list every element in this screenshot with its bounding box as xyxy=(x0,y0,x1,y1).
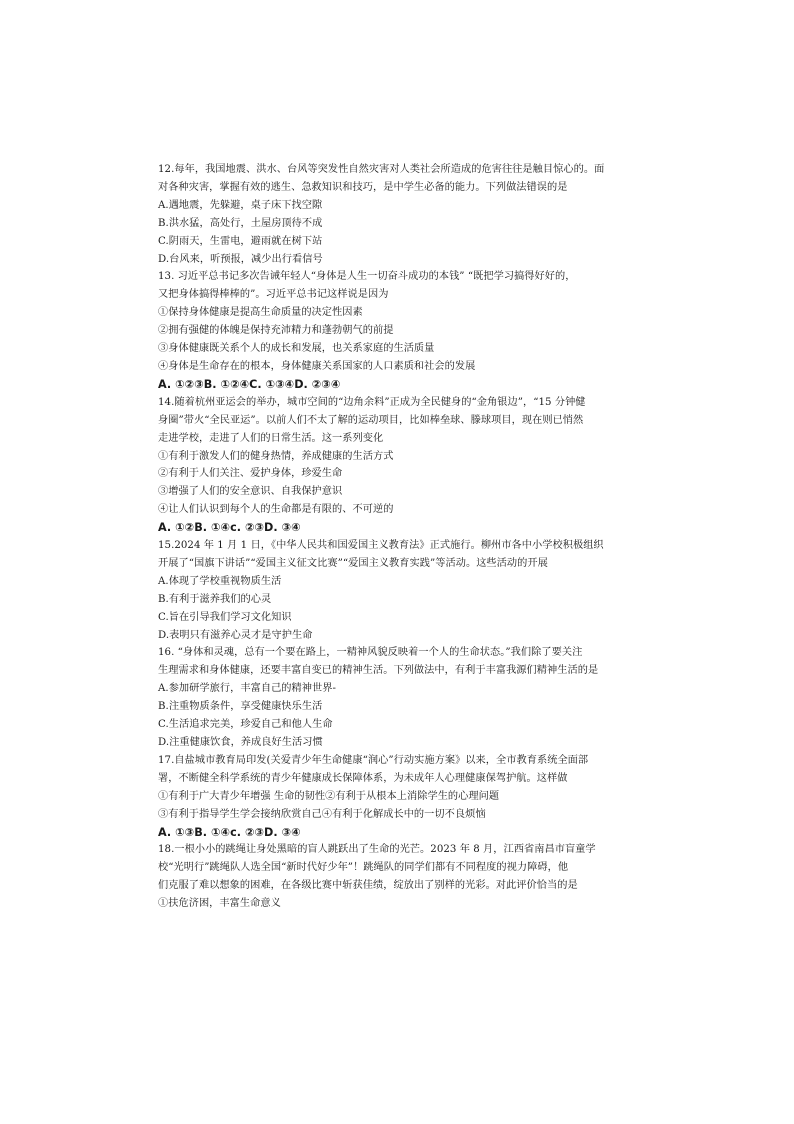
text-line: 开展了“国旗下讲话”“爱国主义征文比赛”“爱国主义教育实践”等活动。这些活动的开展 xyxy=(158,557,548,569)
text-line: 13. 习近平总书记多次告诫年轻人“身体是人生一切奋斗成功的本钱” “既把学习搞得好好的， xyxy=(158,271,576,283)
text-line: 们克服了难以想象的困难，在各级比赛中斩获佳绩，绽放出了别样的光彩。对此评价恰当的是 xyxy=(158,880,578,892)
text-line: D.台风来，听预报，减少出行看信号 xyxy=(158,253,323,265)
text-line: ①有利于激发人们的健身热情，养成健康的生活方式 xyxy=(158,450,394,462)
text-line: A.参加研学旅行，丰富自己的精神世界- xyxy=(158,683,336,695)
text-line: C.旨在引导我们学习文化知识 xyxy=(158,611,292,623)
text-line: 署，不断健全科学系统的青少年健康成长保障体系，为未成年人心理健康保驾护航。这样做 xyxy=(158,772,568,784)
text-line: A.体现了学校重视物质生活 xyxy=(158,575,282,587)
text-line: 又把身体搞得棒棒的”。习近平总书记这样说是因为 xyxy=(158,289,389,301)
answer-options-line: A. ①②B. ①④c. ②③D. ③④ xyxy=(158,521,301,535)
text-line: 14.随着杭州亚运会的举办，城市空间的“边角余料”正成为全民健身的“金角银边”，“15 分钟健 xyxy=(158,396,586,408)
text-line: 走进学校，走进了人们的日常生活。这一系列变化 xyxy=(158,432,384,444)
text-line: D.表明只有滋养心灵才是守护生命 xyxy=(158,629,313,641)
text-line: A.遇地震，先躲避，桌子床下找空隙 xyxy=(158,199,323,211)
text-line: D.注重健康饮食，养成良好生活习惯 xyxy=(158,737,323,748)
text-line: 18.一根小小的跳绳让身处黑暗的盲人跳跃出了生命的光芒。2023 年 8 月，江西省南昌市盲童学 xyxy=(158,844,596,856)
text-line: ③增强了人们的安全意识、自我保护意识 xyxy=(158,486,343,498)
text-line: 12.每年，我国地震、洪水、台风等突发性自然灾害对人类社会所造成的危害往往是触目惊心的。面 xyxy=(158,164,605,175)
text-line: ③身体健康既关系个人的成长和发展，也关系家庭的生活质量 xyxy=(158,343,435,355)
text-line: 身圈”带火“全民亚运”。以前人们不太了解的运动项目，比如棒垒球、滕球项目，现在则已悄然 xyxy=(158,414,584,426)
text-line: ④身体是生命存在的根本，身体健康关系国家的人口素质和社会的发展 xyxy=(158,360,476,372)
text-line: ①保持身体健康是提高生命质量的决定性因素 xyxy=(158,307,363,319)
question-text-block xyxy=(158,161,648,913)
answer-options-line: A. ①②③B. ①②④C. ①③④D. ②③④ xyxy=(158,377,341,391)
text-line: ②拥有强健的体魄是保持充沛精力和蓬勃朝气的前提 xyxy=(158,325,394,337)
text-line: ①扶危济困，丰富生命意义 xyxy=(158,898,281,910)
answer-options-line: A. ①③B. ①④c. ②③D. ③④ xyxy=(158,825,301,839)
text-line: 16. “身体和灵魂，总有一个要在路上，一精神风貌反映着一个人的生命状态。”我们除了要关注 xyxy=(158,647,583,659)
text-line: C.阴雨天，生雷电，避雨就在树下站 xyxy=(158,235,323,247)
text-line: B.洪水猛，高处行，土屋房顶待不成 xyxy=(158,217,323,229)
text-line: B.有利于滋养我们的心灵 xyxy=(158,593,272,605)
text-line: ③有利于指导学生学会接纳欣赏自己④有利于化解成长中的一切不良烦恼 xyxy=(158,808,486,820)
text-line: 17.自盐城市教育局印发(关爱青少年生命健康“润心”行动实施方案》以来，全市教育系统全面部 xyxy=(158,754,589,766)
text-line: ②有利于人们关注、爱护身体，珍爱生命 xyxy=(158,468,343,480)
text-line: 15.2024 年 1 月 1 日，《中华人民共和国爱国主义教育法》正式施行。柳州市各中小学校积极组织 xyxy=(158,540,604,552)
text-line: 校“光明行”跳绳队人选全国“新时代好少年”！跳绳队的同学们都有不同程度的视力障碍，他 xyxy=(158,862,569,874)
text-line: ④让人们认识到每个人的生命都是有限的、不可逆的 xyxy=(158,504,394,516)
text-line: 生理需求和身体健康，还要丰富自变已的精神生活。下列做法中，有利于丰富我源们精神生活的是 xyxy=(158,665,599,677)
text-line: B.注重物质条件，享受健康快乐生活 xyxy=(158,701,323,713)
text-line: ①有利于广大青少年增强 生命的韧性②有利于从根本上消除学生的心理问题 xyxy=(158,790,500,802)
text-line: C.生活追求完美，珍爱自己和他人生命 xyxy=(158,719,333,731)
text-line: 对各种灾害，掌握有效的逃生、急救知识和技巧，是中学生必备的能力。下列做法错误的是 xyxy=(158,181,568,193)
